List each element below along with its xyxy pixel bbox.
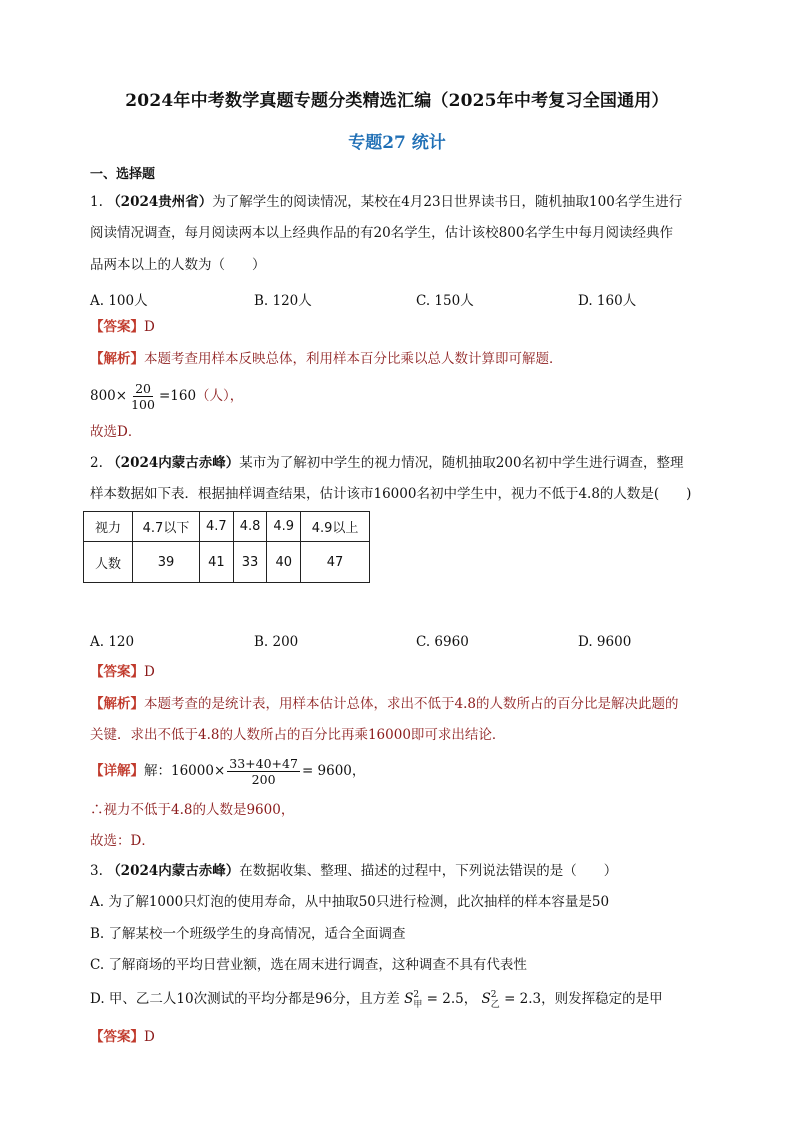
q1-explanation: 【解析】本题考查用样本反映总体，利用样本百分比乘以总人数计算即可解题． (90, 351, 563, 367)
q2-answer: 【答案】D (90, 664, 155, 680)
q2-therefore: ∴视力不低于4.8的人数是9600， (90, 802, 295, 818)
table-cell: 41 (200, 542, 234, 583)
table-cell: 人数 (84, 542, 133, 583)
q2-stem-1: 某市为了解初中学生的视力情况，随机抽取200名初中学生进行调查，整理 (239, 455, 684, 471)
q3-option-d[interactable]: D. 甲、乙二人10次测试的平均分都是96分，且方差 S 2 甲 = 2.5， S 2 乙 = 2.3，则发挥稳定的是甲 (90, 989, 663, 1010)
q1-number: 1. (90, 194, 103, 210)
table-cell: 4.7 (200, 512, 234, 542)
table-cell: 39 (133, 542, 200, 583)
q2-source-tag: （2024内蒙古赤峰） (107, 455, 240, 471)
table-cell: 40 (267, 542, 301, 583)
q1-stem-2: 阅读情况调查，每月阅读两本以上经典作品的有20名学生，估计该校800名学生中每月阅读经典作 (90, 225, 673, 241)
q2-explanation-1: 【解析】本题考查的是统计表，用样本估计总体，求出不低于4.8的人数所占的百分比是解决此题的 (90, 696, 679, 712)
q1-stem-3: 品两本以上的人数为（ ） (90, 257, 266, 273)
table-cell: 47 (301, 542, 370, 583)
table-cell: 4.7以下 (133, 512, 200, 542)
q1-stem-1: 为了解学生的阅读情况，某校在4月23日世界读书日，随机抽取100名学生进行 (212, 194, 683, 210)
q1-answer: 【答案】D (90, 319, 155, 335)
vision-data-table (83, 511, 370, 583)
q1-conclusion: 故选D． (90, 424, 142, 440)
q3-stem: 在数据收集、整理、描述的过程中，下列说法错误的是（ ） (239, 863, 618, 879)
q1-option-a[interactable]: A. 100人 (90, 293, 148, 309)
q1-option-b[interactable]: B. 120人 (254, 293, 312, 309)
table-cell: 视力 (84, 512, 133, 542)
document-title: 2024年中考数学真题专题分类精选汇编（2025年中考复习全国通用） (125, 91, 669, 111)
q2-line1 (90, 448, 710, 479)
q2-fraction: $\frac{33+40+47}{200}$ (229, 756, 298, 787)
q1-fraction: $\frac{20}{100}$ (131, 381, 155, 412)
q2-detail: 【详解】解：16000× $\frac{33+40+47}{200}$ = 9600， (90, 756, 366, 787)
topic-subtitle: 专题27 统计 (348, 133, 446, 153)
q3-option-a[interactable]: A. 为了解1000只灯泡的使用寿命，从中抽取50只进行检测，此次抽样的样本容量是50 (90, 894, 610, 910)
table-row (84, 542, 370, 583)
q2-conclusion: 故选：D． (90, 833, 155, 849)
q2-number: 2. (90, 455, 103, 471)
q1-option-c[interactable]: C. 150人 (416, 293, 474, 309)
table-cell: 4.8 (233, 512, 267, 542)
section-heading: 一、选择题 (90, 167, 156, 182)
q2-stem-2: 样本数据如下表．根据抽样调查结果，估计该市16000名初中学生中，视力不低于4.8的人数是( ) (90, 486, 692, 502)
q2-option-d[interactable]: D. 9600 (578, 634, 632, 650)
q1-option-d[interactable]: D. 160人 (578, 293, 637, 309)
q2-option-c[interactable]: C. 6960 (416, 634, 469, 650)
q1-calculation: 800× $\frac{20}{100}$ =160（人）， (90, 381, 244, 412)
table-cell: 4.9以上 (301, 512, 370, 542)
q3-line1 (90, 856, 710, 887)
q2-option-b[interactable]: B. 200 (254, 634, 299, 650)
q3-option-c[interactable]: C. 了解商场的平均日营业额，选在周末进行调查，这种调查不具有代表性 (90, 957, 527, 973)
table-row (84, 512, 370, 542)
q3-number: 3. (90, 863, 103, 879)
q1-line1 (90, 187, 710, 218)
q2-explanation-2: 关键．求出不低于4.8的人数所占的百分比再乘16000即可求出结论． (90, 727, 506, 743)
q3-answer: 【答案】D (90, 1029, 155, 1045)
q3-source-tag: （2024内蒙古赤峰） (107, 863, 240, 879)
q2-option-a[interactable]: A. 120 (90, 634, 135, 650)
table-cell: 33 (233, 542, 267, 583)
table-cell: 4.9 (267, 512, 301, 542)
q1-source-tag: （2024贵州省） (107, 194, 213, 210)
q3-option-b[interactable]: B. 了解某校一个班级学生的身高情况，适合全面调查 (90, 926, 406, 942)
